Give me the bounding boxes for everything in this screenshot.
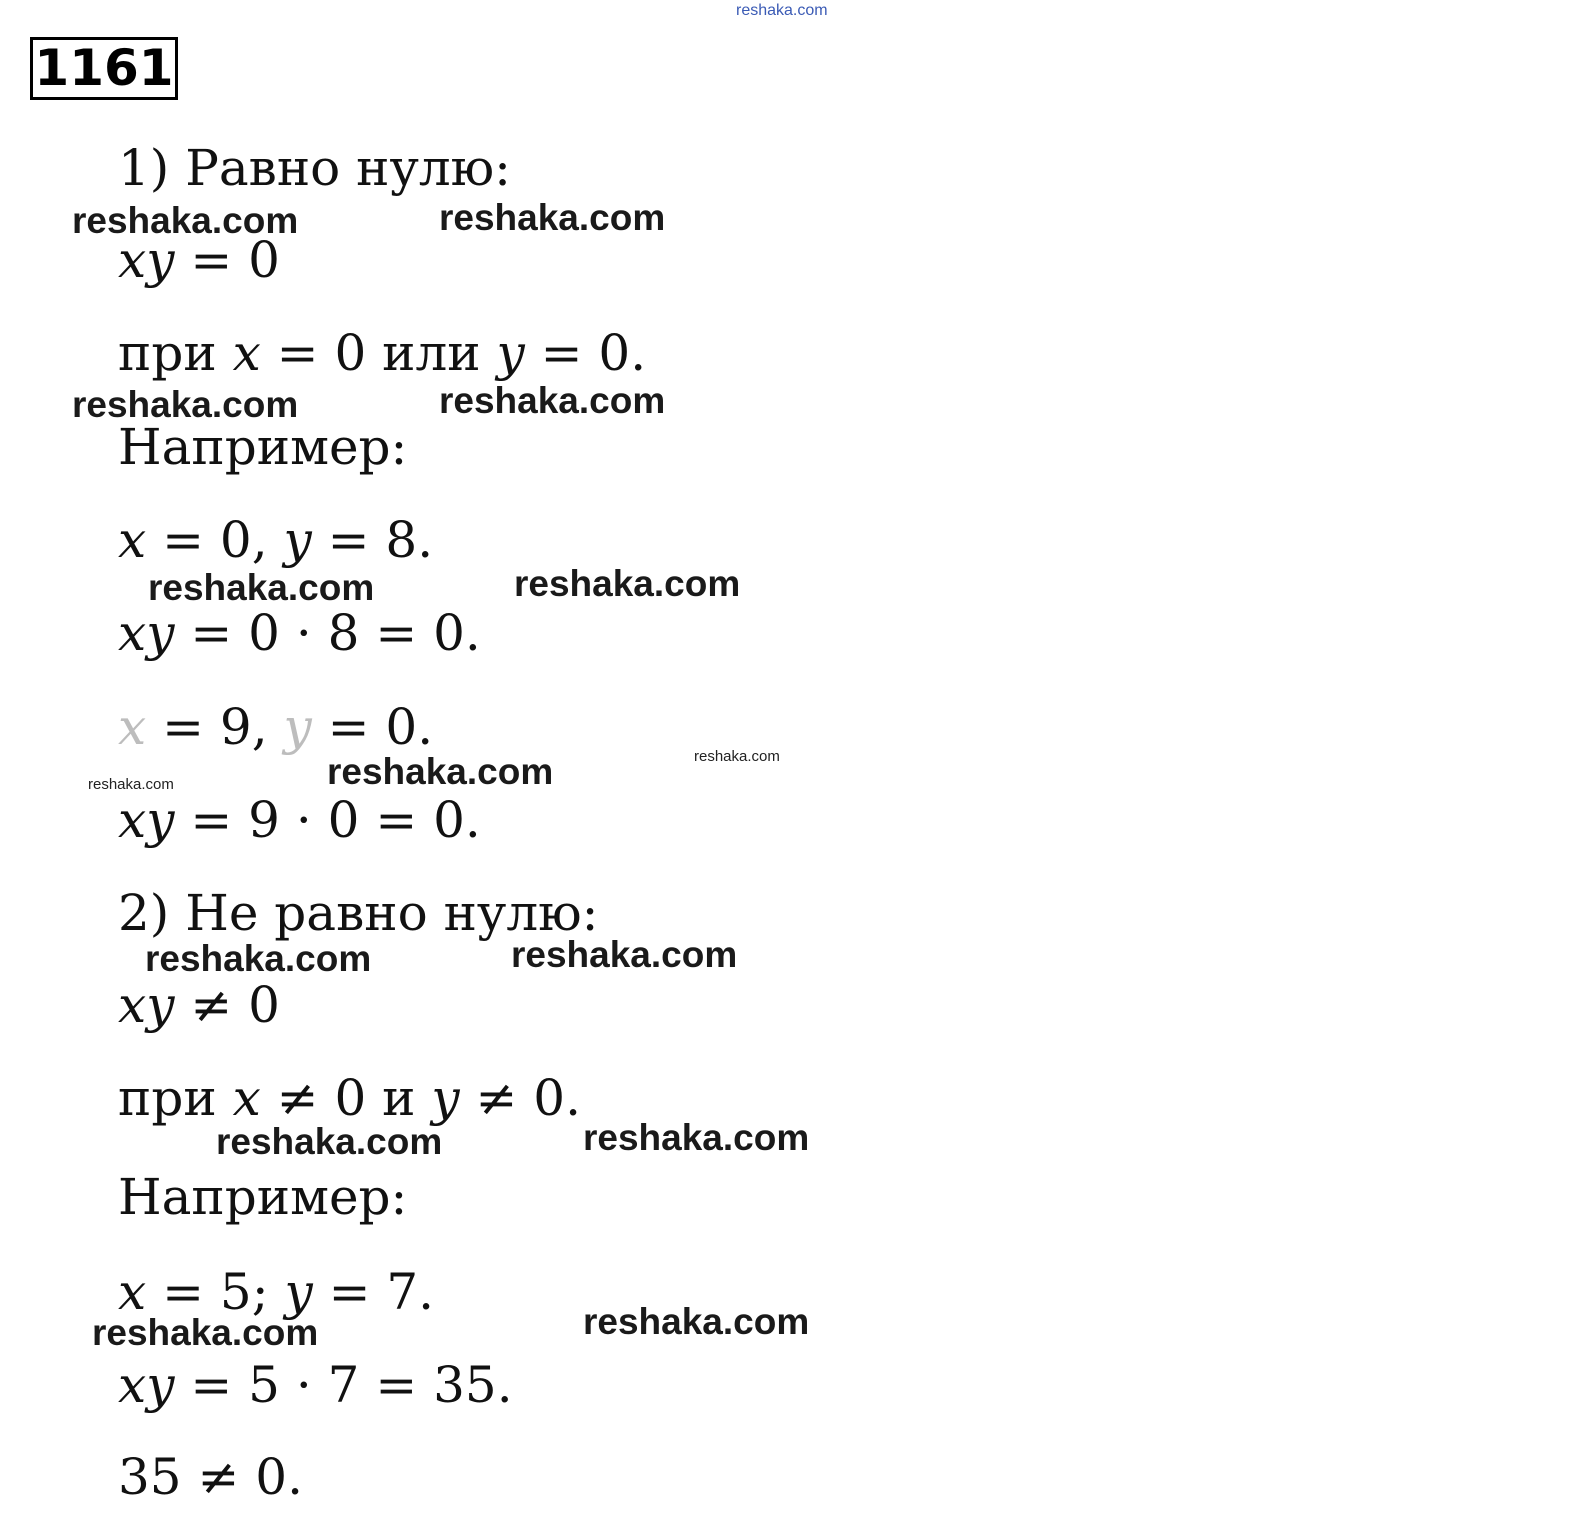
inequality-xy [118, 975, 280, 1035]
condition-middle: = 0 или [260, 324, 497, 382]
condition-end: ≠ 0. [459, 1069, 582, 1127]
example-heading-1: Например: [118, 418, 408, 476]
product-rest: = 9 · 0 = 0. [174, 791, 481, 849]
value-end: = 8. [311, 511, 434, 569]
watermark: reshaka.com [148, 567, 375, 608]
product-rest: = 5 · 7 = 35. [174, 1356, 513, 1414]
example-2-product [118, 790, 481, 850]
equation-rest: = 0 [174, 231, 280, 289]
inequality-rest: ≠ 0 [174, 976, 280, 1034]
var-xy: xy [118, 231, 175, 289]
watermark: reshaka.com [72, 200, 299, 241]
watermark: reshaka.com [583, 1301, 810, 1342]
example-1-product [118, 603, 481, 663]
problem-number-box: 1161 [30, 37, 178, 100]
watermark: reshaka.com [327, 751, 554, 792]
condition-or [118, 323, 646, 383]
condition-prefix: при [118, 324, 233, 382]
watermark: reshaka.com [514, 563, 741, 604]
var-y: y [431, 1069, 460, 1127]
var-x: x [118, 698, 147, 756]
example-2-values [118, 697, 433, 757]
watermark-small: reshaka.com [694, 748, 780, 765]
var-x: x [118, 511, 147, 569]
value-end: = 7. [312, 1263, 435, 1321]
example-heading-2: Например: [118, 1168, 408, 1226]
product-rest: = 0 · 8 = 0. [174, 604, 481, 662]
value-middle: = 5; [146, 1263, 285, 1321]
watermark: reshaka.com [439, 380, 666, 421]
example-1-values [118, 510, 433, 570]
var-xy: xy [118, 1356, 175, 1414]
var-y: y [283, 511, 312, 569]
watermark-small: reshaka.com [88, 776, 174, 793]
watermark: reshaka.com [439, 197, 666, 238]
condition-end: = 0. [524, 324, 647, 382]
watermark: reshaka.com [145, 938, 372, 979]
condition-middle: ≠ 0 и [260, 1069, 432, 1127]
header-watermark: reshaka.com [736, 2, 828, 19]
condition-and [118, 1068, 581, 1128]
watermark: reshaka.com [92, 1312, 319, 1353]
value-middle: = 0, [146, 511, 284, 569]
watermark: reshaka.com [583, 1117, 810, 1158]
var-y: y [496, 324, 525, 382]
final-inequality: 35 ≠ 0. [118, 1448, 304, 1506]
var-x: x [232, 1069, 261, 1127]
watermark: reshaka.com [216, 1121, 443, 1162]
var-xy: xy [118, 604, 175, 662]
var-x: x [118, 1263, 147, 1321]
var-x: x [232, 324, 261, 382]
section-2-heading: 2) Не равно нулю: [118, 884, 599, 942]
value-end: = 0. [311, 698, 434, 756]
condition-prefix: при [118, 1069, 233, 1127]
watermark: reshaka.com [511, 934, 738, 975]
var-xy: xy [118, 976, 175, 1034]
section-1-heading: 1) Равно нулю: [118, 139, 512, 197]
var-xy: xy [118, 791, 175, 849]
value-middle: = 9, [146, 698, 284, 756]
example-3-product [118, 1355, 513, 1415]
var-y: y [283, 698, 312, 756]
var-y: y [284, 1263, 313, 1321]
watermark: reshaka.com [72, 384, 299, 425]
